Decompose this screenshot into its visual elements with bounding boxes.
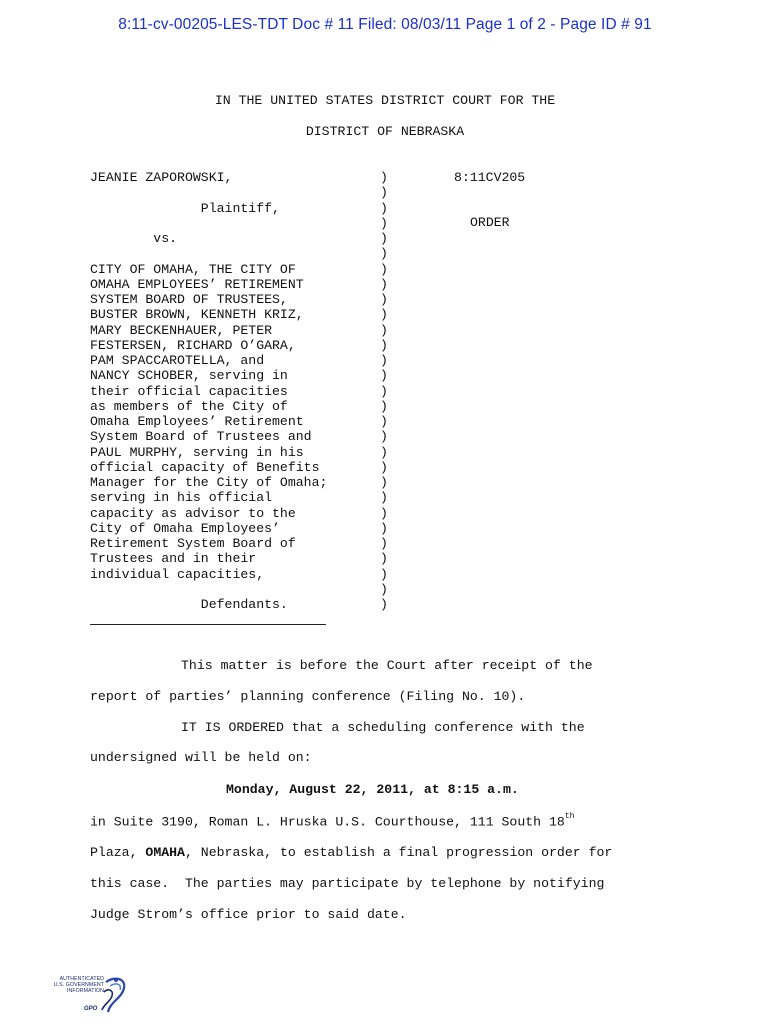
conference-date — [226, 782, 519, 797]
conference-date-text: Monday, August 22, 2011, at 8:15 a.m. — [226, 782, 519, 797]
case-caption-parties: JEANIE ZAPOROWSKI, Plaintiff, vs. CITY OF OMAHA, THE CITY OF OMAHA EMPLOYEES’ RETIREMENT SYSTEM BOARD OF TRUSTEES, BUSTER BROWN, KENNETH KRIZ, MARY BECKENHAUER, PETER FESTERSEN, RICHARD O’GARA, PAM SPACCAROTELLA, and NANCY SCHOBER, serving in their official capacities as members of the City of Omaha Employees’ Retirement System Board of Trustees and PAUL MURPHY, serving in his official capacity of Benefits Manager for the City of Omaha; serving in his official capacity as advisor to the City of Omaha Employees’ Retirement System Board of Trustees and in their individual capacities, Defendants. — [90, 170, 328, 612]
location-line-3: this case. The parties may participate by telephone by notifying — [90, 876, 605, 891]
document-title: ORDER — [470, 215, 510, 230]
location-line-2 — [90, 845, 612, 860]
court-heading-line-2: DISTRICT OF NEBRASKA — [305, 124, 465, 139]
city-name: OMAHA — [145, 845, 185, 860]
caption-rule — [90, 624, 326, 625]
ordinal-suffix: th — [564, 812, 575, 821]
location-line-4: Judge Strom’s office prior to said date. — [90, 907, 407, 922]
caption-divider-parens: ) ) ) ) ) ) ) ) ) ) ) ) ) ) ) ) ) ) ) ) ) ) ) ) ) ) ) ) ) — [380, 170, 388, 612]
location-line-1 — [90, 814, 574, 829]
gpo-authentication-text: AUTHENTICATED U.S. GOVERNMENT INFORMATION — [53, 976, 104, 994]
paragraph-1-line-1: This matter is before the Court after receipt of the — [181, 658, 593, 673]
gpo-mark: GPO — [84, 1006, 98, 1012]
docket-stamp: 8:11-cv-00205-LES-TDT Doc # 11 Filed: 08/03/11 Page 1 of 2 - Page ID # 91 — [118, 16, 652, 33]
paragraph-2-line-2: undersigned will be held on: — [90, 750, 312, 765]
paragraph-2-line-1: IT IS ORDERED that a scheduling conference with the — [181, 720, 585, 735]
court-heading-line-1: IN THE UNITED STATES DISTRICT COURT FOR THE — [214, 93, 556, 108]
location-line-2-post: , Nebraska, to establish a final progression order for — [184, 845, 613, 860]
case-number: 8:11CV205 — [454, 170, 526, 185]
location-line-2-pre: Plaza, — [90, 845, 146, 860]
paragraph-1-line-2: report of parties’ planning conference (Filing No. 10). — [90, 689, 526, 704]
location-line-1-text: in Suite 3190, Roman L. Hruska U.S. Courthouse, 111 South 18 — [90, 814, 565, 830]
